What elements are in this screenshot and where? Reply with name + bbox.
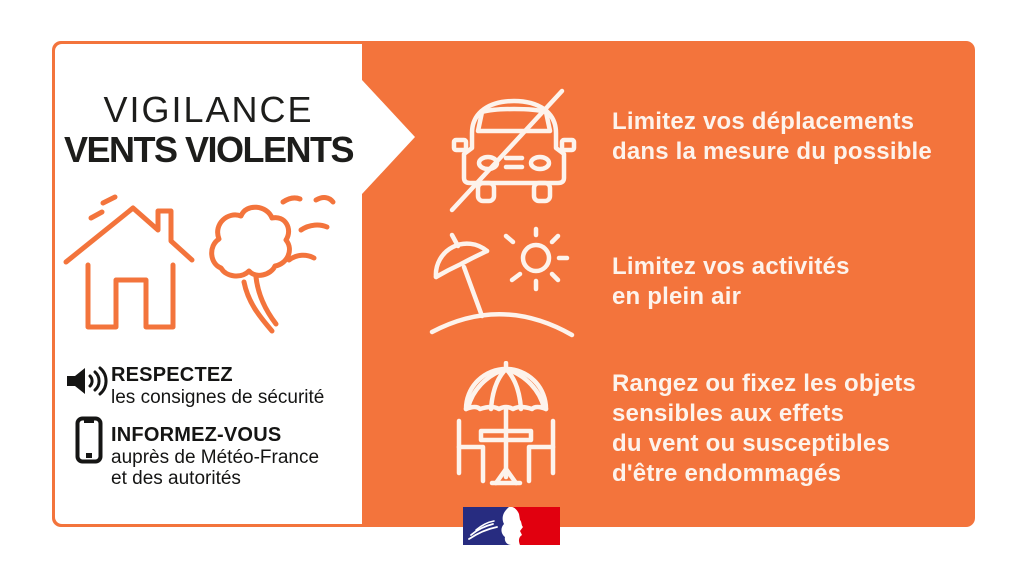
instruction-respectez <box>111 364 324 408</box>
vigilance-card <box>52 41 975 527</box>
instruction-informez-vous <box>111 424 319 489</box>
advice-line: Limitez vos activités <box>612 253 850 280</box>
title-vigilance: VIGILANCE <box>103 89 314 130</box>
panel-arrow <box>362 80 415 194</box>
instruction-line: les consignes de sécurité <box>111 387 325 408</box>
garden-table-umbrella-icon <box>450 361 562 499</box>
instruction-line: et des autorités <box>111 468 241 489</box>
advice-secure-objects <box>612 369 916 489</box>
left-panel <box>55 44 362 524</box>
advice-line: d'être endommagés <box>612 460 842 487</box>
page-title <box>55 90 362 170</box>
phone-icon <box>75 416 103 464</box>
advice-line: du vent ou susceptibles <box>612 430 890 457</box>
advice-limit-travel <box>612 107 932 167</box>
instruction-heading: INFORMEZ-VOUS <box>111 424 282 446</box>
advice-line: sensibles aux effets <box>612 400 845 427</box>
title-hazard: VENTS VIOLENTS <box>63 129 354 170</box>
advice-limit-outdoor-activities <box>612 252 850 312</box>
speaker-icon <box>65 365 109 397</box>
instruction-heading: RESPECTEZ <box>111 364 233 386</box>
marianne-french-government-logo <box>463 507 560 545</box>
advice-line: Limitez vos déplacements <box>612 108 915 135</box>
advice-line: Rangez ou fixez les objets <box>612 370 916 397</box>
advice-line: en plein air <box>612 283 742 310</box>
beach-parasol-sun-icon <box>428 219 576 343</box>
house-and-tree-wind-illustration <box>61 194 353 346</box>
no-car-icon <box>444 86 584 216</box>
instruction-line: auprès de Météo-France <box>111 447 320 468</box>
advice-line: dans la mesure du possible <box>612 138 932 165</box>
